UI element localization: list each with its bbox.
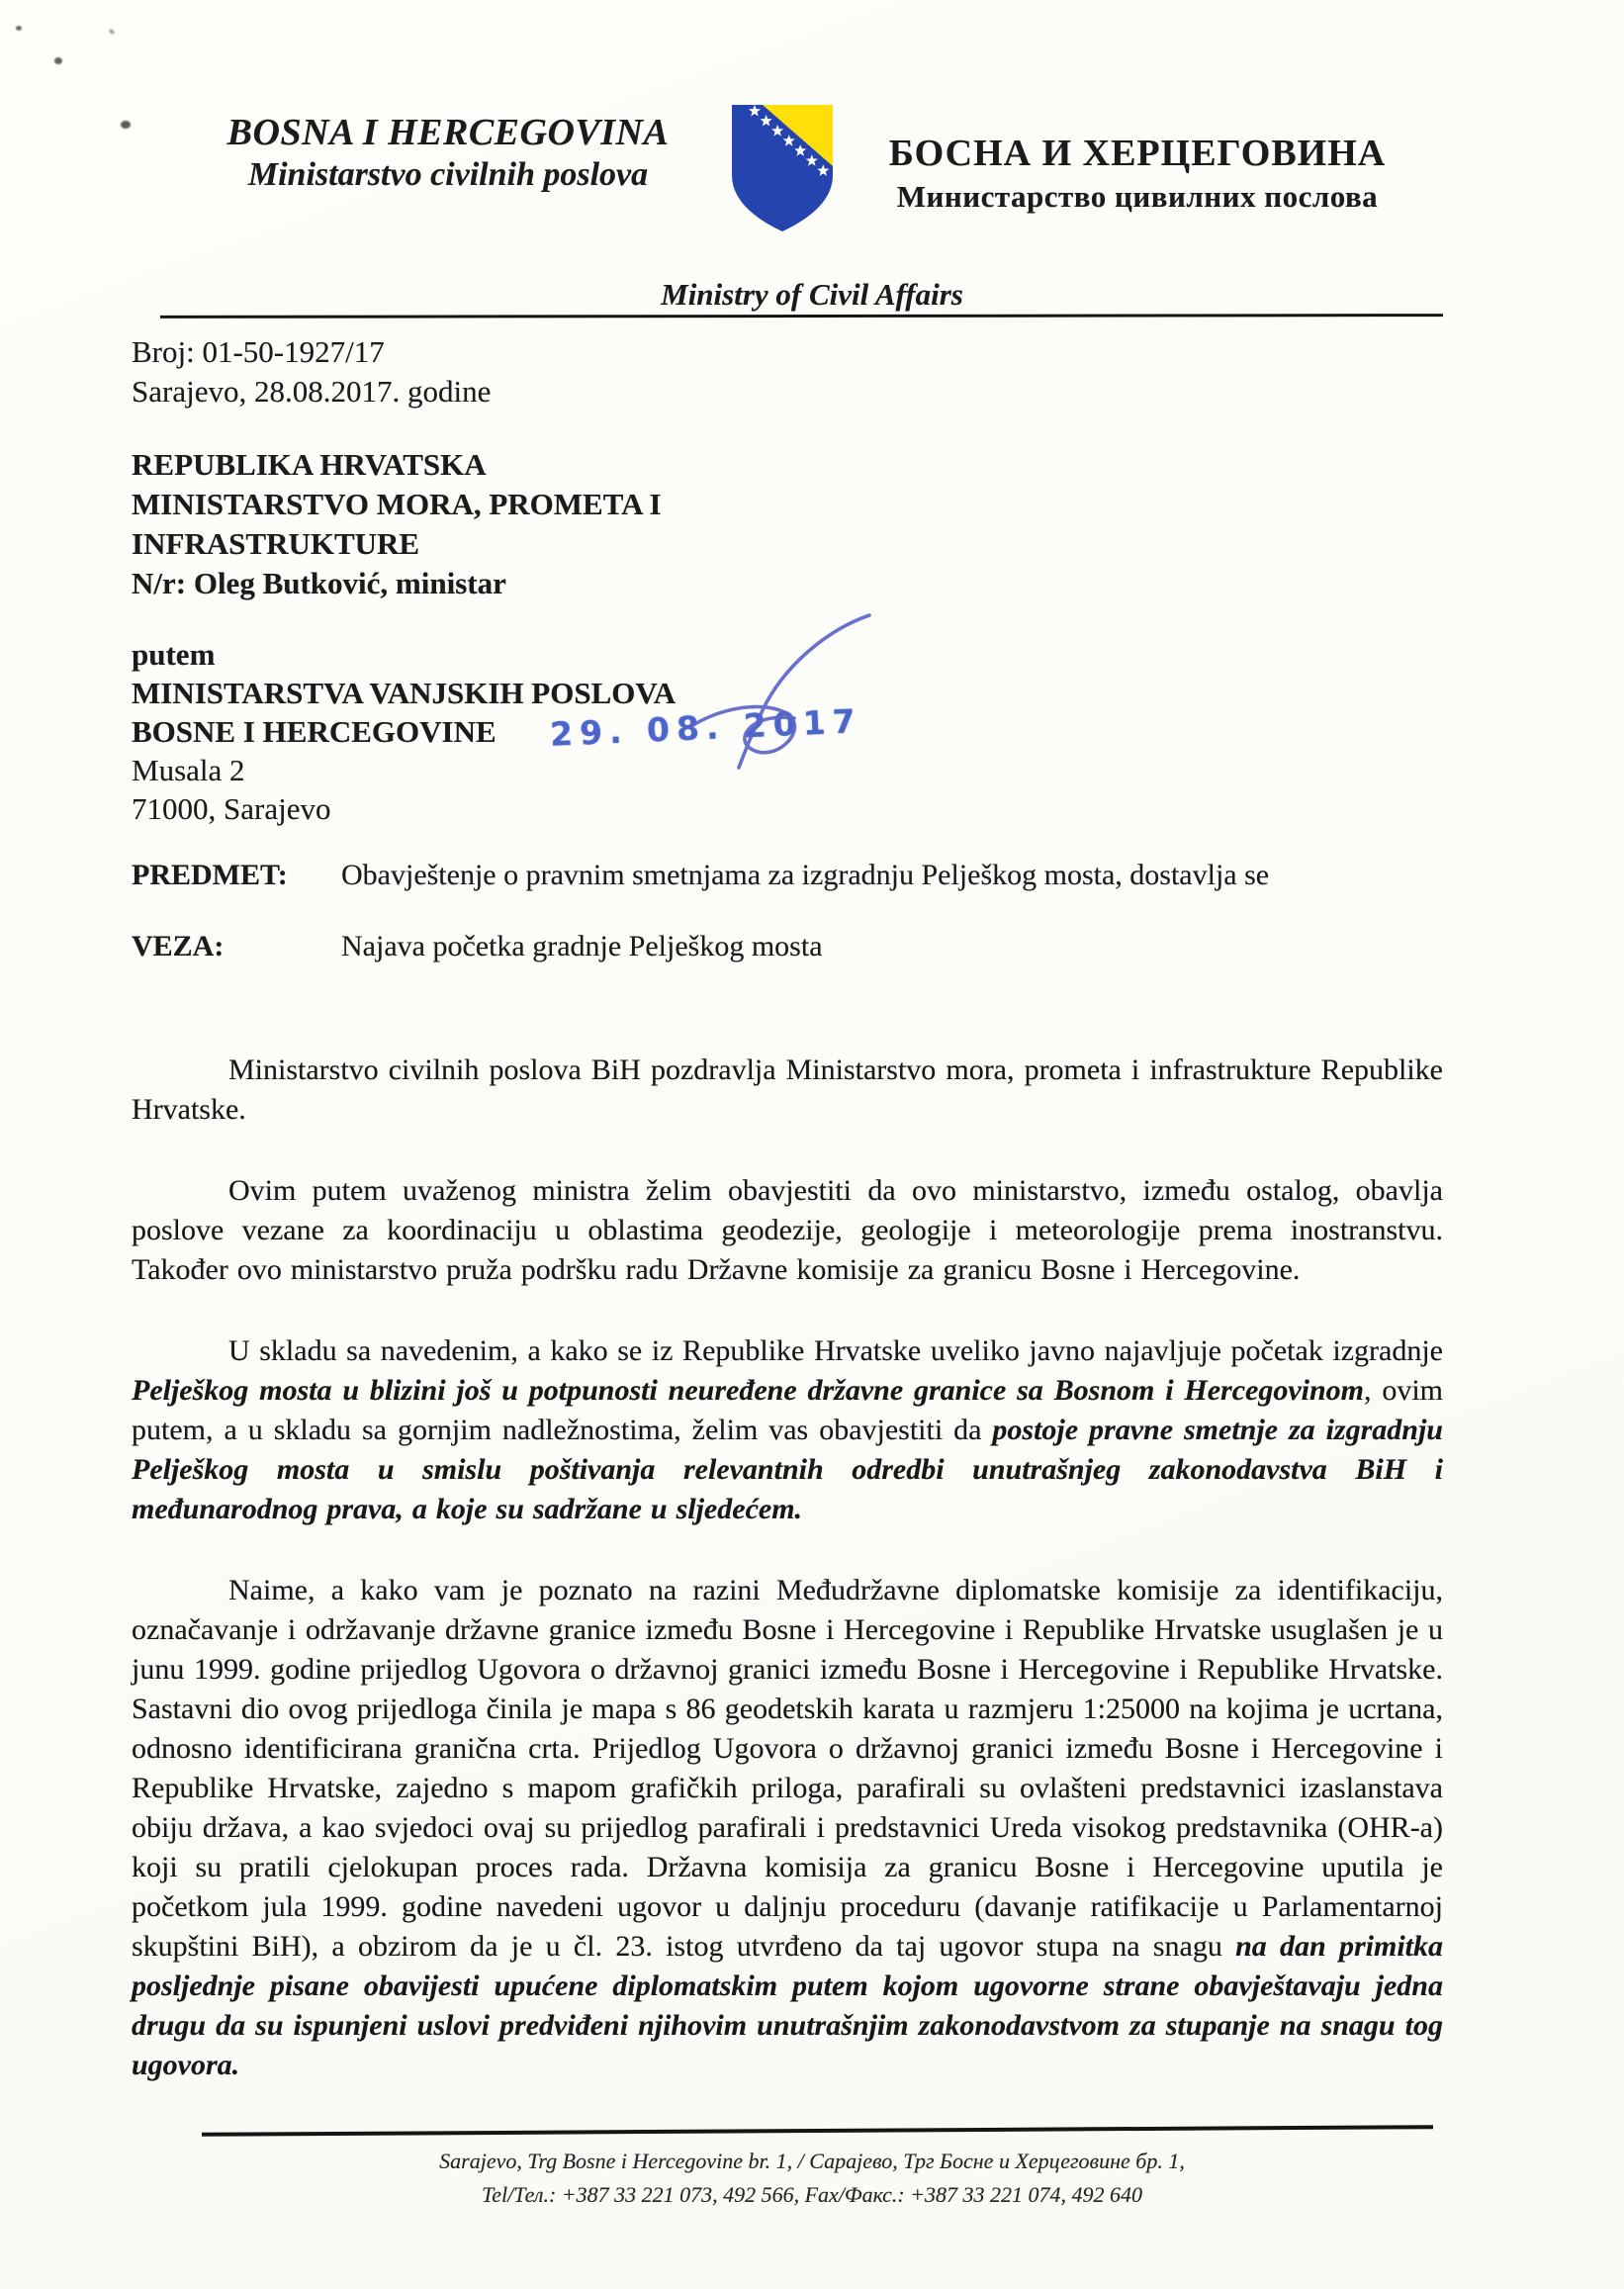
reference-label: VEZA:	[132, 930, 225, 962]
via-intro: putem	[132, 637, 216, 672]
footer-block	[0, 2145, 1624, 2212]
date-received-stamp: 29. 08. 2017	[549, 701, 863, 754]
via-org-line: MINISTARSTVA VANJSKIH POSLOVA	[132, 676, 677, 710]
scan-artifact-dot	[108, 29, 115, 36]
via-org-line: BOSNE I HERCEGOVINE	[132, 714, 496, 749]
letterhead-divider-rule	[160, 314, 1443, 319]
footer-address: Sarajevo, Trg Bosne i Hercegovine br. 1, / Сарајево, Трг Босне и Херцеговине бр. 1,	[439, 2149, 1185, 2173]
recipient-line: N/r: Oleg Butković, ministar	[132, 566, 506, 600]
body-paragraph: Naime, a kako vam je poznato na razini Međudržavne diplomatske komisije za identifikaciju, označavanje i održavanje državne granice između Bosne i Hercegovine i Republike Hrvatske usuglašen je u junu 1999. godine prijedlog Ugovora o državnoj granici između Bosne i Hercegovine i Republike Hrvatske. Sastavni dio ovog prijedloga činila je mapa s 86 geodetskih karata u razmjeru 1:25000 na kojima je ucrtana, odnosno identificirana granična crta. Prijedlog Ugovora o državnoj granici između Bosne i Hercegovine i Republike Hrvatske, zajedno s mapom grafičkih priloga, parafirali su ovlašteni predstavnici izaslanstava obiju država, a kao svjedoci ovaj su prijedlog parafirali i predstavnici Ureda visokog predstavnika (OHR-a) koji su pratili cjelokupan proces rada. Državna komisija za granicu Bosne i Hercegovine uputila je početkom jula 1999. godine navedeni ugovor u daljnju proceduru (davanje ratifikacije u Parlamentarnoj skupštini BiH), a obzirom da je u čl. 23. istog utvrđeno da taj ugovor stupa na snagu na dan primitka posljednje pisane obavijesti upućene diplomatskim putem kojom ugovorne strane obavještavaju jedna drugu da su ispunjeni uslovi predviđeni njihovim unutrašnjim zakonodavstvom za stupanje na snagu tog ugovora.	[132, 1574, 1443, 2081]
reference-block	[132, 332, 491, 412]
org-name-cyrillic: БОСНА И ХЕРЦЕГОВИНА	[888, 133, 1387, 174]
recipient-line: INFRASTRUKTURE	[132, 526, 420, 561]
via-address-line: Musala 2	[132, 753, 245, 787]
letter-body	[132, 1051, 1443, 2127]
letterhead-cyrillic	[862, 131, 1412, 218]
org-name-latin: BOSNA I HERCEGOVINA	[226, 112, 670, 153]
body-paragraph: Ovim putem uvaženog ministra želim obavjestiti da ovo ministarstvo, između ostalog, obavlja poslove vezane za koordinaciju u oblastima geodezije, geologije i meteorologije prema inostranstvu. Također ovo ministarstvo pruža podršku radu Državne komisije za granicu Bosne i Hercegovine.	[132, 1174, 1443, 1286]
ministry-english-title: Ministry of Civil Affairs	[661, 277, 963, 312]
subject-label: PREDMET:	[132, 859, 288, 891]
reference-row	[132, 930, 1457, 963]
scan-artifact-dot	[121, 121, 131, 129]
bih-coat-of-arms-icon	[727, 102, 838, 236]
recipient-line: REPUBLIKA HRVATSKA	[132, 447, 487, 482]
body-paragraph: U skladu sa navedenim, a kako se iz Republike Hrvatske uveliko javno najavljuje početak izgradnje Pelješkog mosta u blizini još u potpunosti neuređene državne granice sa Bosnom i Hercegovinom, ovim putem, a u skladu sa gornjim nadležnostima, želim vas obavjestiti da postoje pravne smetnje za izgradnju Pelješkog mosta u smislu poštivanja relevantnih odredbi unutrašnjeg zakonodavstva BiH i međunarodnog prava, a koje su sadržane u sljedećem.	[132, 1334, 1444, 1525]
reference-text: Najava početka gradnje Pelješkog mosta	[341, 930, 823, 962]
document-place-date: Sarajevo, 28.08.2017. godine	[132, 374, 492, 409]
body-paragraph: Ministarstvo civilnih poslova BiH pozdravlja Ministarstvo mora, prometa i infrastrukture Republike Hrvatske.	[132, 1053, 1443, 1126]
document-number: Broj: 01-50-1927/17	[132, 334, 385, 369]
recipient-line: MINISTARSTVO MORA, PROMETA I	[132, 487, 662, 521]
footer-phones: Tel/Тел.: +387 33 221 073, 492 566, Fax/Факс.: +387 33 221 074, 492 640	[481, 2182, 1143, 2207]
recipient-block	[132, 445, 662, 603]
org-dept-latin: Ministarstvo civilnih poslova	[247, 156, 649, 193]
via-address-line: 71000, Sarajevo	[132, 791, 331, 826]
org-dept-cyrillic: Министарство цивилних послова	[896, 179, 1379, 214]
scan-artifact-dot	[54, 57, 62, 64]
letterhead-latin	[220, 111, 677, 196]
scan-artifact-dot	[16, 26, 22, 31]
subject-text: Obavještenje o pravnim smetnjama za izgradnju Pelješkog mosta, dostavlja se	[341, 859, 1270, 891]
signature-ink-mark-icon	[676, 601, 887, 803]
subject-row	[132, 859, 1457, 892]
